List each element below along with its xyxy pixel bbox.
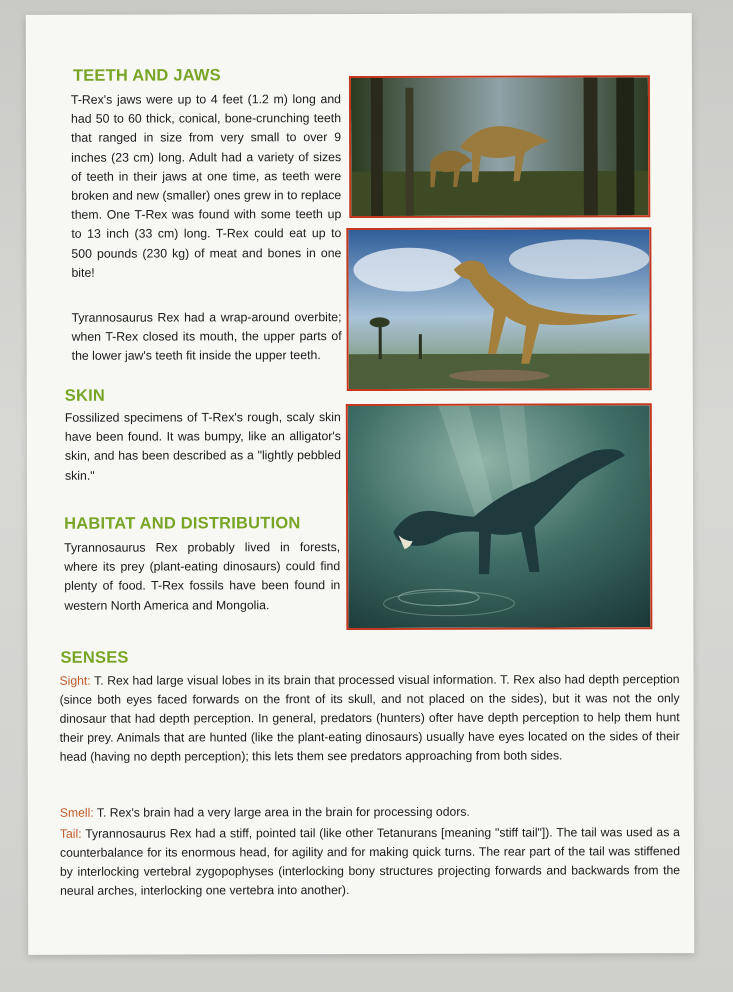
fact-card xyxy=(26,13,694,955)
trex-water-image xyxy=(346,403,653,630)
habitat-paragraph: Tyrannosaurus Rex probably lived in forests, where its prey (plant-eating dinosaurs) could find plenty of food. T-Rex fossils have been found in western North America and Mongolia. xyxy=(64,540,341,613)
trex-water-illustration xyxy=(348,405,651,628)
tail-paragraph xyxy=(60,823,680,901)
heading-habitat: HABITAT AND DISTRIBUTION xyxy=(64,514,301,533)
tail-label: Tail: xyxy=(59,826,82,841)
skin-paragraph: Fossilized specimens of T-Rex's rough, scaly skin have been found. It was bumpy, like an alligator's skin, and has been described as a "lightly pebbled skin." xyxy=(64,410,341,483)
heading-skin: SKIN xyxy=(64,386,106,405)
heading-senses: SENSES xyxy=(60,648,129,667)
smell-label: Smell: xyxy=(59,805,94,820)
sight-paragraph xyxy=(59,670,679,767)
smell-text: T. Rex's brain had a very large area in the brain for processing odors. xyxy=(93,804,470,820)
trex-landscape-illustration xyxy=(348,229,649,389)
teeth-paragraph-1: T-Rex's jaws were up to 4 feet (1.2 m) long and had 50 to 60 thick, conical, bone-crunching teeth that ranged in size from very small to over 9 inches (23 cm) long. Adult had a variety of sizes of teeth in their jaws at one time, as teeth were broken and new (smaller) ones grew in to replace them. One T-Rex was found with some teeth up to 13 inch (33 cm) long. T-Rex could eat up to 500 pounds (230 kg) of meat and bones in one bite! xyxy=(70,92,342,280)
smell-paragraph xyxy=(60,802,680,823)
sight-text: T. Rex had large visual lobes in its brain that processed visual information. T. Rex also had depth perception (since both eyes faced forwards on the front of its skull, and not placed on the sides), but it was not the only dinosaur that had depth perception. In general, predators (hunters) ofter have depth perception to help them hunt their prey. Animals that are hunted (like the plant-eating dinosaurs) usually have eyes located on the sides of their head (having no depth perception); this lets them see predators approaching from both sides. xyxy=(59,672,680,764)
forest-dinosaurs-image xyxy=(349,75,650,218)
tail-text: Tyrannosaurus Rex had a stiff, pointed tail (like other Tetanurans [meaning "stiff tail"]). The tail was used as a counterbalance for its enormous head, for agility and for making quick turns. The rear part of the tail was stiffened by interlocking vertebral zygopophyses (interlocking bony structures projecting forwards and backwards from the neural arches, interlocking one vertebra into another). xyxy=(59,825,681,898)
teeth-paragraph-2: Tyrannosaurus Rex had a wrap-around overbite; when T-Rex closed its mouth, the upper parts of the lower jaw's teeth fit inside the upper teeth. xyxy=(71,310,342,364)
heading-teeth-and-jaws: TEETH AND JAWS xyxy=(72,66,221,85)
forest-dinosaurs-illustration xyxy=(351,77,648,216)
trex-landscape-image xyxy=(346,227,651,391)
sight-label: Sight: xyxy=(59,673,91,688)
